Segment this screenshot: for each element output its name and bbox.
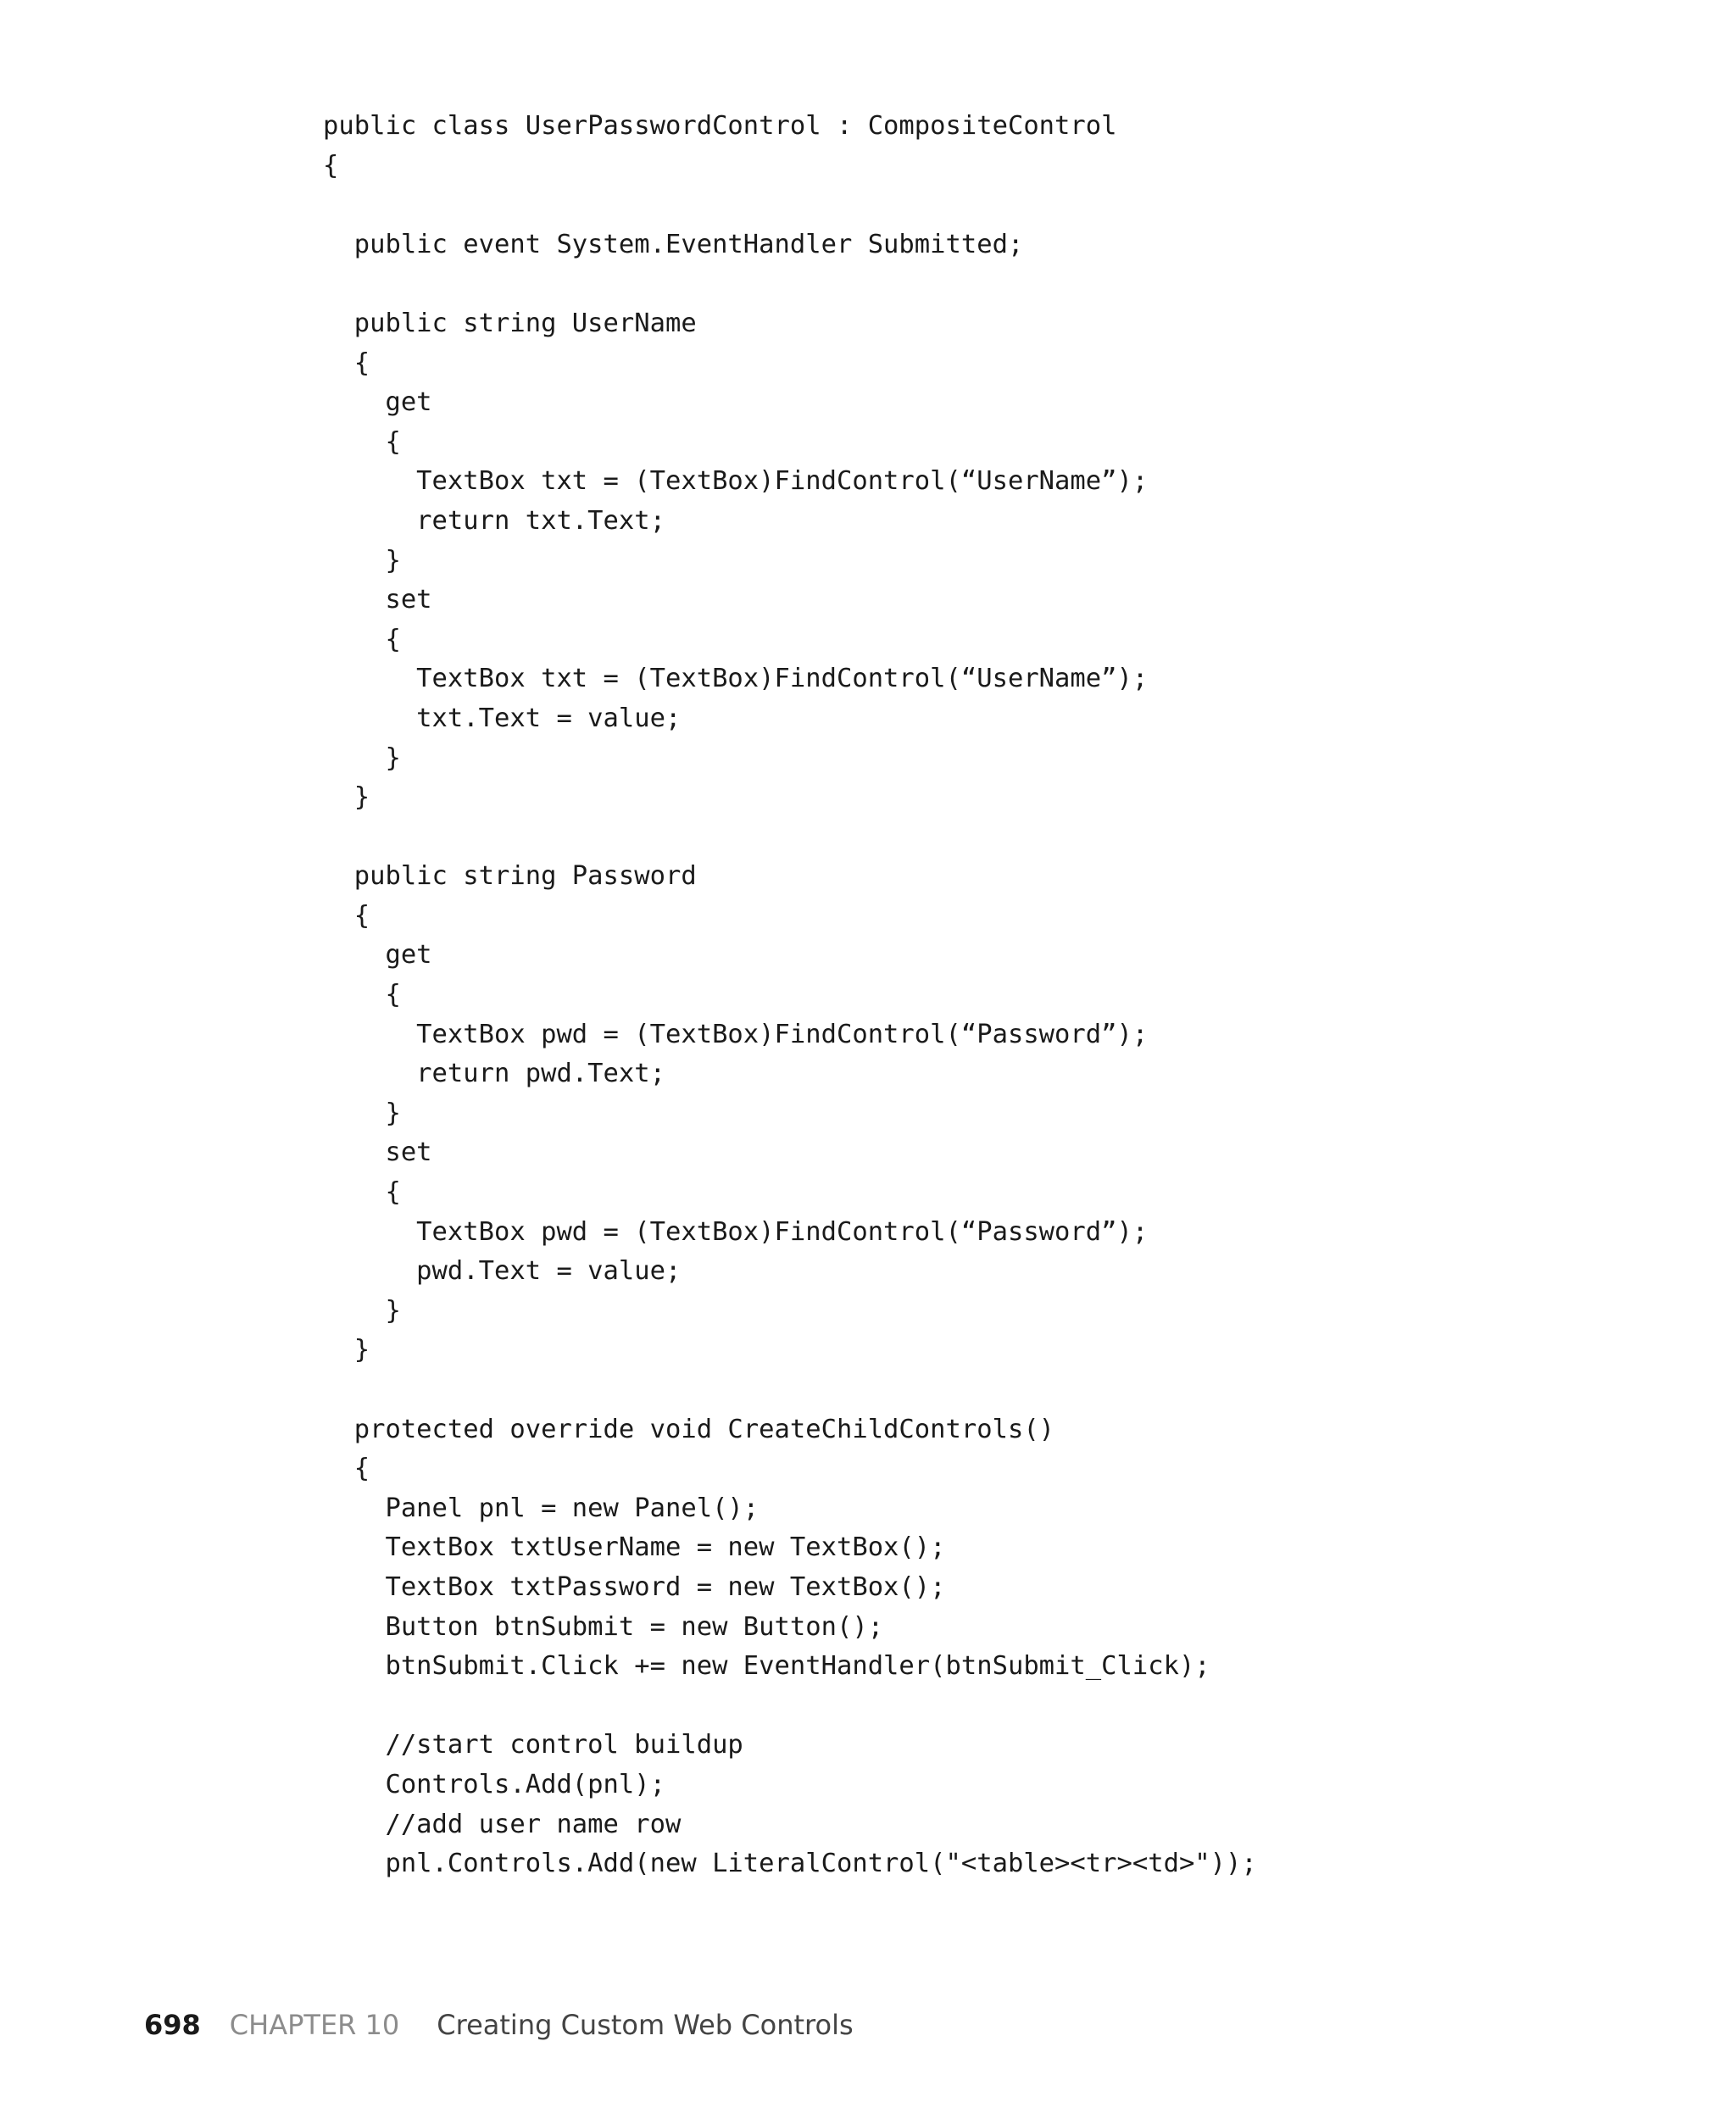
chapter-label: CHAPTER 10 bbox=[229, 2009, 400, 2041]
code-line bbox=[323, 186, 1257, 225]
code-line: TextBox txtPassword = new TextBox(); bbox=[323, 1571, 946, 1602]
code-line: pnl.Controls.Add(new LiteralControl("<table><tr><td>")); bbox=[323, 1849, 1257, 1879]
code-line: TextBox txtUserName = new TextBox(); bbox=[323, 1532, 946, 1563]
code-line: public string Password bbox=[323, 861, 697, 892]
code-line: get bbox=[323, 940, 432, 971]
code-line: return txt.Text; bbox=[323, 505, 665, 536]
code-line: get bbox=[323, 387, 432, 418]
code-line: } bbox=[323, 1098, 401, 1128]
code-line: { bbox=[323, 426, 401, 457]
code-line: txt.Text = value; bbox=[323, 703, 682, 733]
code-line: set bbox=[323, 585, 432, 615]
code-line: { bbox=[323, 150, 339, 181]
code-line: TextBox pwd = (TextBox)FindControl(“Password”); bbox=[323, 1216, 1149, 1247]
code-line: } bbox=[323, 545, 401, 576]
code-line: { bbox=[323, 980, 401, 1010]
code-line: { bbox=[323, 348, 370, 378]
code-line: TextBox txt = (TextBox)FindControl(“UserName”); bbox=[323, 466, 1149, 497]
code-line bbox=[323, 818, 1257, 858]
code-line: } bbox=[323, 782, 370, 813]
code-line: Controls.Add(pnl); bbox=[323, 1769, 665, 1799]
code-line: public class UserPasswordControl : CompositeControl bbox=[323, 111, 1117, 141]
code-line: return pwd.Text; bbox=[323, 1059, 665, 1089]
code-line: Button btnSubmit = new Button(); bbox=[323, 1611, 884, 1642]
code-line: } bbox=[323, 1335, 370, 1365]
code-line: } bbox=[323, 1295, 401, 1326]
code-line: set bbox=[323, 1137, 432, 1168]
code-line: public string UserName bbox=[323, 308, 697, 338]
code-line: Panel pnl = new Panel(); bbox=[323, 1493, 760, 1523]
code-line: protected override void CreateChildControls() bbox=[323, 1414, 1055, 1444]
chapter-title: Creating Custom Web Controls bbox=[437, 2009, 854, 2041]
page-number: 698 bbox=[144, 2009, 201, 2041]
page-footer bbox=[144, 2004, 854, 2046]
code-line bbox=[323, 1687, 1257, 1727]
code-line: public event System.EventHandler Submitted; bbox=[323, 229, 1024, 259]
code-line: { bbox=[323, 1454, 370, 1484]
code-listing bbox=[323, 107, 1257, 1884]
code-line: } bbox=[323, 742, 401, 773]
code-line: btnSubmit.Click += new EventHandler(btnSubmit_Click); bbox=[323, 1651, 1210, 1682]
code-line: { bbox=[323, 1177, 401, 1208]
code-line: //start control buildup bbox=[323, 1730, 743, 1760]
code-line: TextBox txt = (TextBox)FindControl(“UserName”); bbox=[323, 664, 1149, 694]
code-line: { bbox=[323, 900, 370, 931]
code-line: TextBox pwd = (TextBox)FindControl(“Password”); bbox=[323, 1019, 1149, 1049]
code-line: pwd.Text = value; bbox=[323, 1256, 682, 1287]
code-line bbox=[323, 264, 1257, 304]
code-line bbox=[323, 1371, 1257, 1410]
code-line: { bbox=[323, 624, 401, 654]
code-line: //add user name row bbox=[323, 1809, 682, 1839]
